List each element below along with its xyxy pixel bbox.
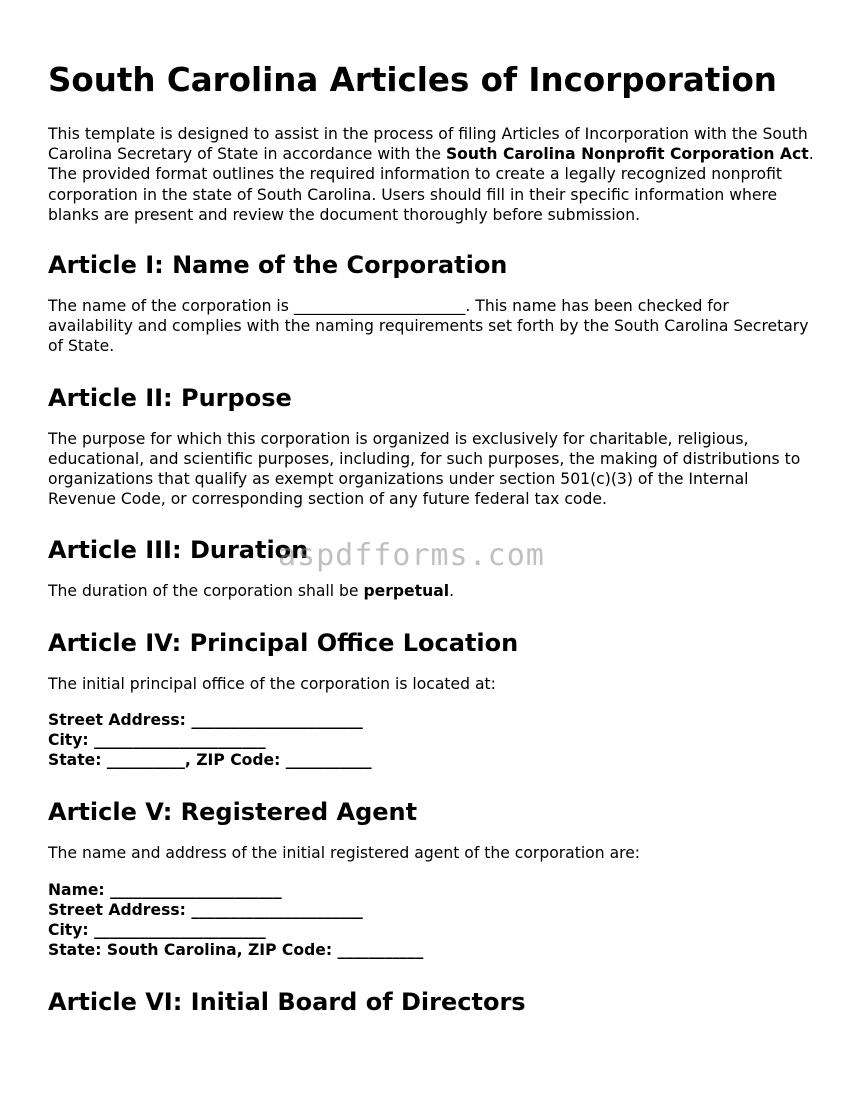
agent-city-row: [48, 920, 818, 940]
office-state-label: State:: [48, 751, 107, 770]
registered-agent-fields: [48, 880, 818, 961]
agent-state-zip-row: [48, 940, 818, 960]
office-zip-blank[interactable]: ___________: [285, 751, 372, 770]
office-street-row: [48, 710, 818, 730]
article-2-heading: Article II: Purpose: [48, 383, 292, 412]
agent-city-blank[interactable]: ______________________: [94, 921, 266, 940]
agent-name-blank[interactable]: ______________________: [110, 880, 282, 899]
article-6-heading: Article VI: Initial Board of Directors: [48, 988, 526, 1017]
article-2-section: [48, 382, 818, 510]
agent-street-blank[interactable]: ______________________: [191, 900, 363, 919]
intro-text-2: . The provided format outlines the required information to create a legally recognized nonprofit corporation in the state of South Carolina. Users should fill in their specific information where blanks are present and review the document thoroughly before submission.: [48, 145, 814, 224]
intro-text-1: This template is designed to assist in the process of filing Articles of Incorporation with the South Carolina Secretary of State in accordance with the: [48, 125, 808, 164]
agent-name-row: [48, 880, 818, 900]
office-zip-label: , ZIP Code:: [184, 751, 286, 770]
article-5-lead: The name and address of the initial registered agent of the corporation are:: [48, 844, 641, 863]
article-1-section: [48, 249, 818, 357]
article-1-text-before: The name of the corporation is: [48, 297, 294, 316]
agent-state-zip-label: State: South Carolina, ZIP Code:: [48, 941, 338, 960]
article-4-section: [48, 627, 818, 771]
watermark: aspdfforms.com: [278, 538, 545, 573]
article-1-text: [48, 296, 818, 357]
office-state-blank[interactable]: __________: [106, 751, 185, 770]
office-city-label: City:: [48, 731, 95, 750]
article-5-section: [48, 796, 818, 960]
office-street-blank[interactable]: ______________________: [191, 710, 363, 729]
office-street-label: Street Address:: [48, 710, 192, 729]
article-1-heading: Article I: Name of the Corporation: [48, 251, 508, 280]
principal-office-fields: [48, 710, 818, 771]
document-title: South Carolina Articles of Incorporation: [48, 61, 777, 99]
article-4-heading: Article IV: Principal Office Location: [48, 628, 519, 657]
article-6-section: [48, 986, 818, 1018]
article-3-heading: Article III: Duration: [48, 536, 309, 565]
agent-zip-blank[interactable]: ___________: [337, 941, 424, 960]
article-3-section: [48, 534, 818, 601]
office-city-blank[interactable]: ______________________: [94, 731, 266, 750]
agent-city-label: City:: [48, 921, 95, 940]
article-3-duration-value: perpetual: [363, 582, 450, 601]
article-4-lead: The initial principal office of the corporation is located at:: [48, 674, 496, 693]
corporation-name-blank[interactable]: ______________________: [293, 297, 466, 316]
intro-act-name: South Carolina Nonprofit Corporation Act: [445, 145, 809, 164]
article-3-text-after: .: [449, 582, 455, 601]
article-3-text-before: The duration of the corporation shall be: [48, 582, 364, 601]
intro-paragraph: [48, 124, 818, 225]
office-state-zip-row: [48, 750, 818, 770]
document-page: [48, 56, 818, 1033]
office-city-row: [48, 730, 818, 750]
article-3-text: [48, 581, 818, 601]
article-5-heading: Article V: Registered Agent: [48, 798, 418, 827]
agent-street-label: Street Address:: [48, 900, 192, 919]
article-2-text: The purpose for which this corporation is organized is exclusively for charitable, religious, educational, and scientific purposes, including, for such purposes, the making of distributions to organizations that qualify as exempt organizations under section 501(c)(3) of the Internal Revenue Code, or corresponding section of any future federal tax code.: [48, 429, 801, 509]
agent-name-label: Name:: [48, 880, 111, 899]
article-1-text-after: . This name has been checked for availability and complies with the naming requirements set forth by the South Carolina Secretary of State.: [48, 297, 809, 356]
agent-street-row: [48, 900, 818, 920]
